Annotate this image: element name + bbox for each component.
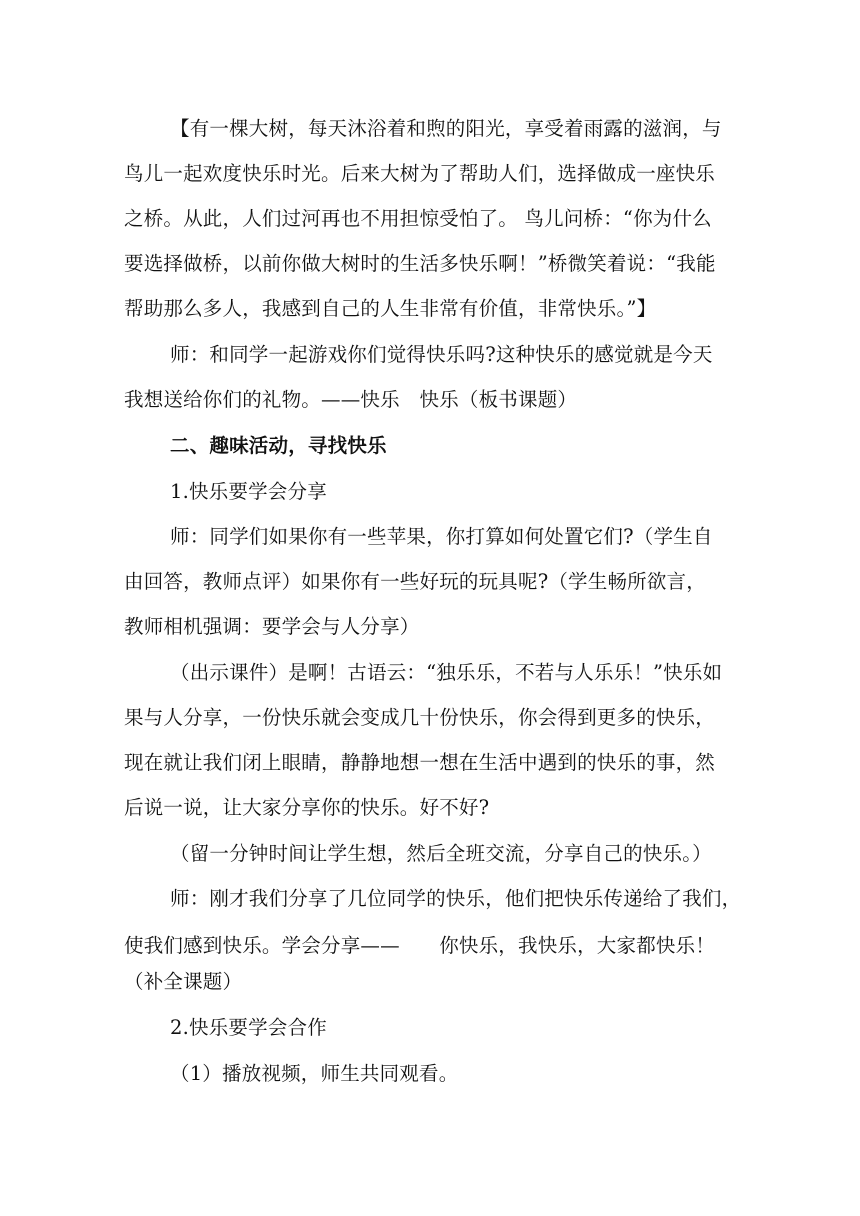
intro-line-2: 我想送给你们的礼物。——快乐 快乐（板书课题） — [124, 388, 578, 411]
apples-line-1: 师：同学们如果你有一些苹果，你打算如何处置它们?（学生自 — [170, 525, 713, 548]
share-line-2: 使我们感到快乐。学会分享—— 你快乐，我快乐，大家都快乐！ — [124, 934, 716, 957]
courseware-line-4: 后说一说，让大家分享你的快乐。好不好? — [124, 796, 490, 819]
courseware-line-2: 果与人分享，一份快乐就会变成几十份快乐，你会得到更多的快乐， — [124, 706, 716, 729]
story-line-1: 【有一棵大树，每天沐浴着和煦的阳光，享受着雨露的滋润，与 — [170, 117, 722, 140]
apples-line-2: 由回答，教师点评）如果你有一些好玩的玩具呢?（学生畅所欲言， — [124, 570, 706, 593]
apples-line-3: 教师相机强调：要学会与人分享） — [124, 615, 420, 638]
story-line-3: 之桥。从此，人们过河再也不用担惊受怕了。 鸟儿问桥：“你为什么 — [124, 207, 712, 230]
courseware-line-1: （出示课件）是啊！古语云：“独乐乐，不若与人乐乐！”快乐如 — [170, 661, 723, 684]
intro-line-1: 师：和同学一起游戏你们觉得快乐吗?这种快乐的感觉就是今天 — [170, 343, 713, 366]
subheading-sharing: 1.快乐要学会分享 — [170, 480, 327, 503]
story-line-2: 鸟儿一起欢度快乐时光。后来大树为了帮助人们，选择做成一座快乐 — [124, 162, 716, 185]
share-line-3: （补全课题） — [124, 970, 243, 993]
story-line-5: 帮助那么多人，我感到自己的人生非常有价值，非常快乐。”】 — [124, 297, 657, 320]
section-heading: 二、趣味活动，寻找快乐 — [170, 434, 387, 457]
video-step: （1）播放视频，师生共同观看。 — [170, 1062, 459, 1085]
subheading-cooperation: 2.快乐要学会合作 — [170, 1016, 327, 1039]
pause-note: （留一分钟时间让学生想，然后全班交流，分享自己的快乐。） — [170, 842, 712, 865]
courseware-line-3: 现在就让我们闭上眼睛，静静地想一想在生活中遇到的快乐的事，然 — [124, 751, 716, 774]
share-line-1: 师：刚才我们分享了几位同学的快乐，他们把快乐传递给了我们， — [170, 887, 742, 910]
story-line-4: 要选择做桥，以前你做大树时的生活多快乐啊！”桥微笑着说：“我能 — [124, 252, 716, 275]
